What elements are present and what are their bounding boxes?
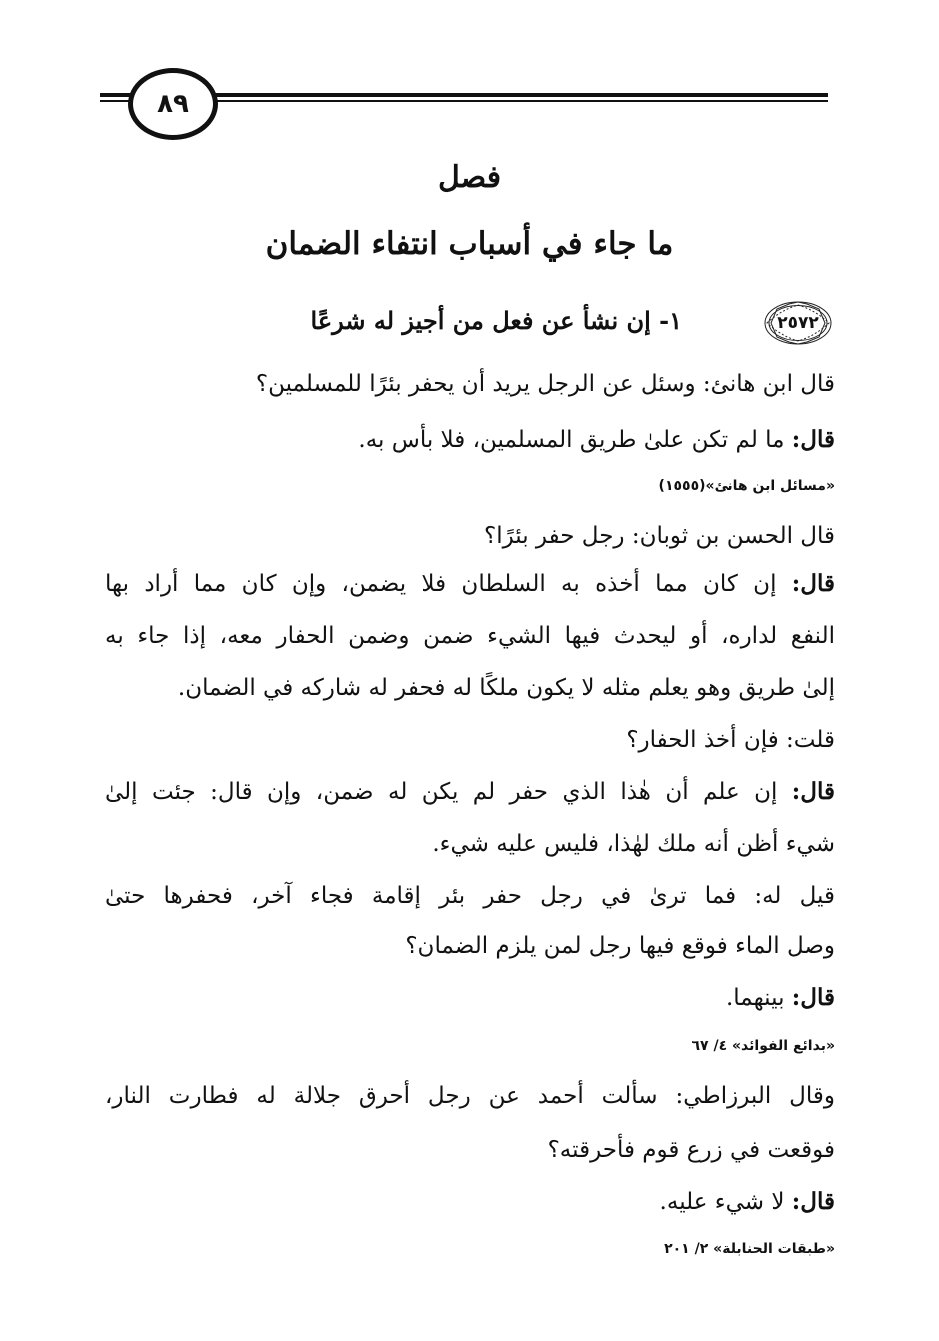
chapter-title: ما جاء في أسباب انتفاء الضمان: [265, 226, 674, 262]
qala-label: قال:: [791, 1188, 835, 1215]
page-number: ٨٩: [128, 68, 218, 140]
qala-label: قال:: [791, 778, 835, 805]
qala-label: قال:: [791, 984, 835, 1011]
entry-number: ٢٥٧٢: [777, 313, 819, 333]
text-line: قال: لا شيء عليه.: [659, 1188, 835, 1215]
text-line: شيء أظن أنه ملك لهٰذا، فليس عليه شيء.: [432, 831, 835, 857]
section-label: فصل: [437, 160, 502, 195]
text-line: وصل الماء فوقع فيها رجل لمن يلزم الضمان؟: [405, 933, 835, 959]
text-line: قلت: فإن أخذ الحفار؟: [626, 727, 835, 753]
text-line: وقال البرزاطي: سألت أحمد عن رجل أحرق جلالة له فطارت النار،: [105, 1083, 835, 1109]
source-citation: «بدائع الفوائد» ٤/ ٦٧: [691, 1038, 835, 1054]
text-line: فوقعت في زرع قوم فأحرقته؟: [547, 1137, 835, 1163]
text-line: قال الحسن بن ثوبان: رجل حفر بئرًا؟: [483, 523, 835, 549]
source-citation: «طبقات الحنابلة» ٢/ ٢٠١: [664, 1241, 835, 1257]
qala-label: قال:: [791, 570, 835, 597]
text-line: قال: إن كان مما أخذه به السلطان فلا يضمن، وإن كان مما أراد بها: [105, 570, 835, 597]
entry-number-badge: [763, 300, 833, 346]
text-line: قال ابن هانئ: وسئل عن الرجل يريد أن يحفر بئرًا للمسلمين؟: [255, 371, 835, 397]
text-line: قال: ما لم تكن علىٰ طريق المسلمين، فلا بأس به.: [358, 426, 835, 453]
text-line: قيل له: فما ترىٰ في رجل حفر بئر إقامة فجاء آخر، فحفرها حتىٰ: [105, 883, 835, 909]
text-line: النفع لداره، أو ليحدث فيها الشيء ضمن وضمن الحفار معه، إذا جاء به: [105, 623, 835, 649]
source-citation: «مسائل ابن هانئ»(١٥٥٥): [658, 478, 835, 494]
qala-label: قال:: [791, 426, 835, 453]
text-line: إلىٰ طريق وهو يعلم مثله لا يكون ملكًا له فحفر له شاركه في الضمان.: [177, 675, 835, 701]
text-line: قال: إن علم أن هٰذا الذي حفر لم يكن له ضمن، وإن قال: جئت إلىٰ: [105, 778, 835, 805]
text-line: قال: بينهما.: [725, 984, 835, 1011]
entry-heading: ١- إن نشأ عن فعل من أجيز له شرعًا: [310, 306, 682, 335]
